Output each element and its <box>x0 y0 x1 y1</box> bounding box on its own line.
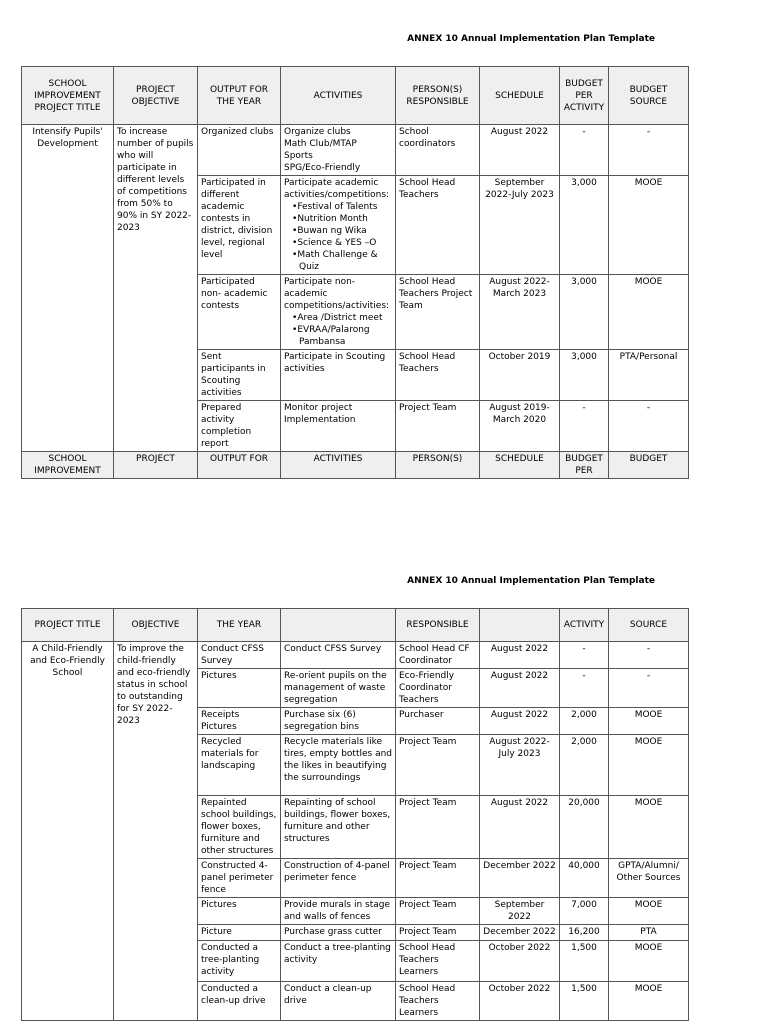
schedule-cell: October 2022 <box>480 982 560 1021</box>
footer-header: BUDGET <box>609 452 689 479</box>
budget-cell: 2,000 <box>560 708 609 735</box>
column-header: OUTPUT FOR THE YEAR <box>198 67 281 125</box>
column-header: OBJECTIVE <box>114 609 198 642</box>
source-cell: MOOE <box>609 941 689 982</box>
output-cell: Participated non- academic contests <box>198 275 281 350</box>
source-cell: - <box>609 669 689 708</box>
output-cell: Sent participants in Scouting activities <box>198 350 281 401</box>
activity-text: Organize clubs <box>284 127 351 137</box>
footer-header: SCHOOL IMPROVEMENT <box>22 452 114 479</box>
activity-text: Participate academic activities/competitions: <box>284 178 390 200</box>
activities-cell: Construction of 4-panel perimeter fence <box>281 859 396 898</box>
output-cell: Recycled materials for landscaping <box>198 735 281 796</box>
source-cell: MOOE <box>609 796 689 859</box>
activities-cell <box>281 125 396 176</box>
output-cell: Constructed 4-panel perimeter fence <box>198 859 281 898</box>
table-row <box>22 125 689 176</box>
activity-bullet: • Science & YES –O <box>292 237 392 249</box>
output-cell: Receipts Pictures <box>198 708 281 735</box>
person-cell: Purchaser <box>396 708 480 735</box>
budget-cell: - <box>560 642 609 669</box>
budget-cell: 7,000 <box>560 898 609 925</box>
activities-cell: Provide murals in stage and walls of fences <box>281 898 396 925</box>
column-header: ACTIVITIES <box>281 67 396 125</box>
budget-cell: - <box>560 669 609 708</box>
activities-cell: Monitor project Implementation <box>281 401 396 452</box>
output-cell: Participated in different academic contests in district, division level, regional level <box>198 176 281 275</box>
footer-header: PERSON(S) <box>396 452 480 479</box>
activities-cell <box>281 275 396 350</box>
footer-header: SCHEDULE <box>480 452 560 479</box>
schedule-cell: August 2022- July 2023 <box>480 735 560 796</box>
schedule-cell: September 2022-July 2023 <box>480 176 560 275</box>
activities-cell: Conduct a clean-up drive <box>281 982 396 1021</box>
budget-cell: 20,000 <box>560 796 609 859</box>
source-cell: PTA/Personal <box>609 350 689 401</box>
activity-bullet: • Area /District meet <box>292 312 392 324</box>
header-row <box>22 609 689 642</box>
activity-bullet: • Math Challenge & Quiz <box>292 249 392 273</box>
schedule-cell: October 2022 <box>480 941 560 982</box>
source-cell: GPTA/Alumni/ Other Sources <box>609 859 689 898</box>
schedule-cell: December 2022 <box>480 925 560 941</box>
person-cell: School Head Teachers Learners <box>396 982 480 1021</box>
activity-bullet-list <box>284 201 392 273</box>
schedule-cell: December 2022 <box>480 859 560 898</box>
schedule-cell: August 2022- March 2023 <box>480 275 560 350</box>
source-cell: - <box>609 642 689 669</box>
column-header: SCHOOL IMPROVEMENT PROJECT TITLE <box>22 67 114 125</box>
activity-bullet: • Nutrition Month <box>292 213 392 225</box>
budget-cell: - <box>560 125 609 176</box>
activity-line: Sports <box>284 151 313 161</box>
activities-cell: Participate in Scouting activities <box>281 350 396 401</box>
source-cell: MOOE <box>609 735 689 796</box>
schedule-cell: August 2022 <box>480 708 560 735</box>
activities-cell: Repainting of school buildings, flower boxes, furniture and other structures <box>281 796 396 859</box>
budget-cell: 1,500 <box>560 941 609 982</box>
source-cell: MOOE <box>609 982 689 1021</box>
column-header: BUDGET PER ACTIVITY <box>560 67 609 125</box>
activity-text: Participate non-academic competitions/activities: <box>284 277 390 311</box>
header-row <box>22 67 689 125</box>
schedule-cell: August 2022 <box>480 669 560 708</box>
activity-line: SPG/Eco-Friendly <box>284 163 361 173</box>
person-cell: School Head Teachers Learners <box>396 941 480 982</box>
activities-cell <box>281 176 396 275</box>
person-cell: Project Team <box>396 796 480 859</box>
output-cell: Picture <box>198 925 281 941</box>
footer-header: ACTIVITIES <box>281 452 396 479</box>
activity-bullet: • Buwan ng Wika <box>292 225 392 237</box>
activities-cell: Conduct a tree-planting activity <box>281 941 396 982</box>
footer-header: PROJECT <box>114 452 198 479</box>
table-row <box>22 642 689 669</box>
footer-header: OUTPUT FOR <box>198 452 281 479</box>
output-cell: Conducted a clean-up drive <box>198 982 281 1021</box>
person-cell: Project Team <box>396 898 480 925</box>
column-header: PROJECT OBJECTIVE <box>114 67 198 125</box>
activity-bullet-list <box>284 312 392 348</box>
activities-cell: Purchase grass cutter <box>281 925 396 941</box>
output-cell: Prepared activity completion report <box>198 401 281 452</box>
budget-cell: - <box>560 401 609 452</box>
person-cell: Project Team <box>396 925 480 941</box>
column-header: ACTIVITY <box>560 609 609 642</box>
person-cell: Project Team <box>396 735 480 796</box>
output-cell: Repainted school buildings, flower boxes, furniture and other structures <box>198 796 281 859</box>
schedule-cell: August 2022 <box>480 796 560 859</box>
source-cell: PTA <box>609 925 689 941</box>
person-cell: School Head Teachers <box>396 176 480 275</box>
person-cell: Project Team <box>396 859 480 898</box>
person-cell: Project Team <box>396 401 480 452</box>
column-header: PROJECT TITLE <box>22 609 114 642</box>
budget-cell: 40,000 <box>560 859 609 898</box>
person-cell: School Head Teachers <box>396 350 480 401</box>
schedule-cell: August 2022 <box>480 125 560 176</box>
output-cell: Pictures <box>198 898 281 925</box>
column-header: RESPONSIBLE <box>396 609 480 642</box>
activities-cell: Re-orient pupils on the management of waste segregation <box>281 669 396 708</box>
project-objective-cell: To improve the child-friendly and eco-friendly status in school to outstanding for SY 2022-2023 <box>114 642 198 1021</box>
person-cell: School Head CF Coordinator <box>396 642 480 669</box>
budget-cell: 1,500 <box>560 982 609 1021</box>
activity-bullet: • EVRAA/Palarong Pambansa <box>292 324 392 348</box>
activities-cell: Purchase six (6) segregation bins <box>281 708 396 735</box>
footer-header: BUDGET PER <box>560 452 609 479</box>
source-cell: MOOE <box>609 176 689 275</box>
source-cell: MOOE <box>609 275 689 350</box>
output-cell: Conducted a tree-planting activity <box>198 941 281 982</box>
activities-cell: Recycle materials like tires, empty bottles and the likes in beautifying the surroundings <box>281 735 396 796</box>
schedule-cell: August 2019- March 2020 <box>480 401 560 452</box>
budget-cell: 16,200 <box>560 925 609 941</box>
column-header <box>281 609 396 642</box>
person-cell: School Head Teachers Project Team <box>396 275 480 350</box>
activities-cell: Conduct CFSS Survey <box>281 642 396 669</box>
column-header: BUDGET SOURCE <box>609 67 689 125</box>
budget-cell: 2,000 <box>560 735 609 796</box>
activity-line: Math Club/MTAP <box>284 139 357 149</box>
source-cell: - <box>609 125 689 176</box>
source-cell: - <box>609 401 689 452</box>
column-header <box>480 609 560 642</box>
repeated-header-row <box>22 452 689 479</box>
annex-title: ANNEX 10 Annual Implementation Plan Template <box>407 576 655 586</box>
person-cell: School coordinators <box>396 125 480 176</box>
column-header: PERSON(S) RESPONSIBLE <box>396 67 480 125</box>
schedule-cell: October 2019 <box>480 350 560 401</box>
project-objective-cell: To increase number of pupils who will participate in different levels of competitions from 50% to 90% in SY 2022-2023 <box>114 125 198 452</box>
column-header: SCHEDULE <box>480 67 560 125</box>
source-cell: MOOE <box>609 708 689 735</box>
output-cell: Organized clubs <box>198 125 281 176</box>
output-cell: Conduct CFSS Survey <box>198 642 281 669</box>
schedule-cell: September 2022 <box>480 898 560 925</box>
project-title-cell: Intensify Pupils' Development <box>22 125 114 452</box>
activity-bullet: • Festival of Talents <box>292 201 392 213</box>
budget-cell: 3,000 <box>560 176 609 275</box>
column-header: THE YEAR <box>198 609 281 642</box>
annex-title: ANNEX 10 Annual Implementation Plan Template <box>407 34 655 44</box>
budget-cell: 3,000 <box>560 275 609 350</box>
implementation-plan-table <box>21 608 689 1021</box>
person-cell: Eco-Friendly Coordinator Teachers <box>396 669 480 708</box>
source-cell: MOOE <box>609 898 689 925</box>
budget-cell: 3,000 <box>560 350 609 401</box>
schedule-cell: August 2022 <box>480 642 560 669</box>
implementation-plan-table <box>21 66 689 479</box>
column-header: SOURCE <box>609 609 689 642</box>
project-title-cell: A Child-Friendly and Eco-Friendly School <box>22 642 114 1021</box>
output-cell: Pictures <box>198 669 281 708</box>
